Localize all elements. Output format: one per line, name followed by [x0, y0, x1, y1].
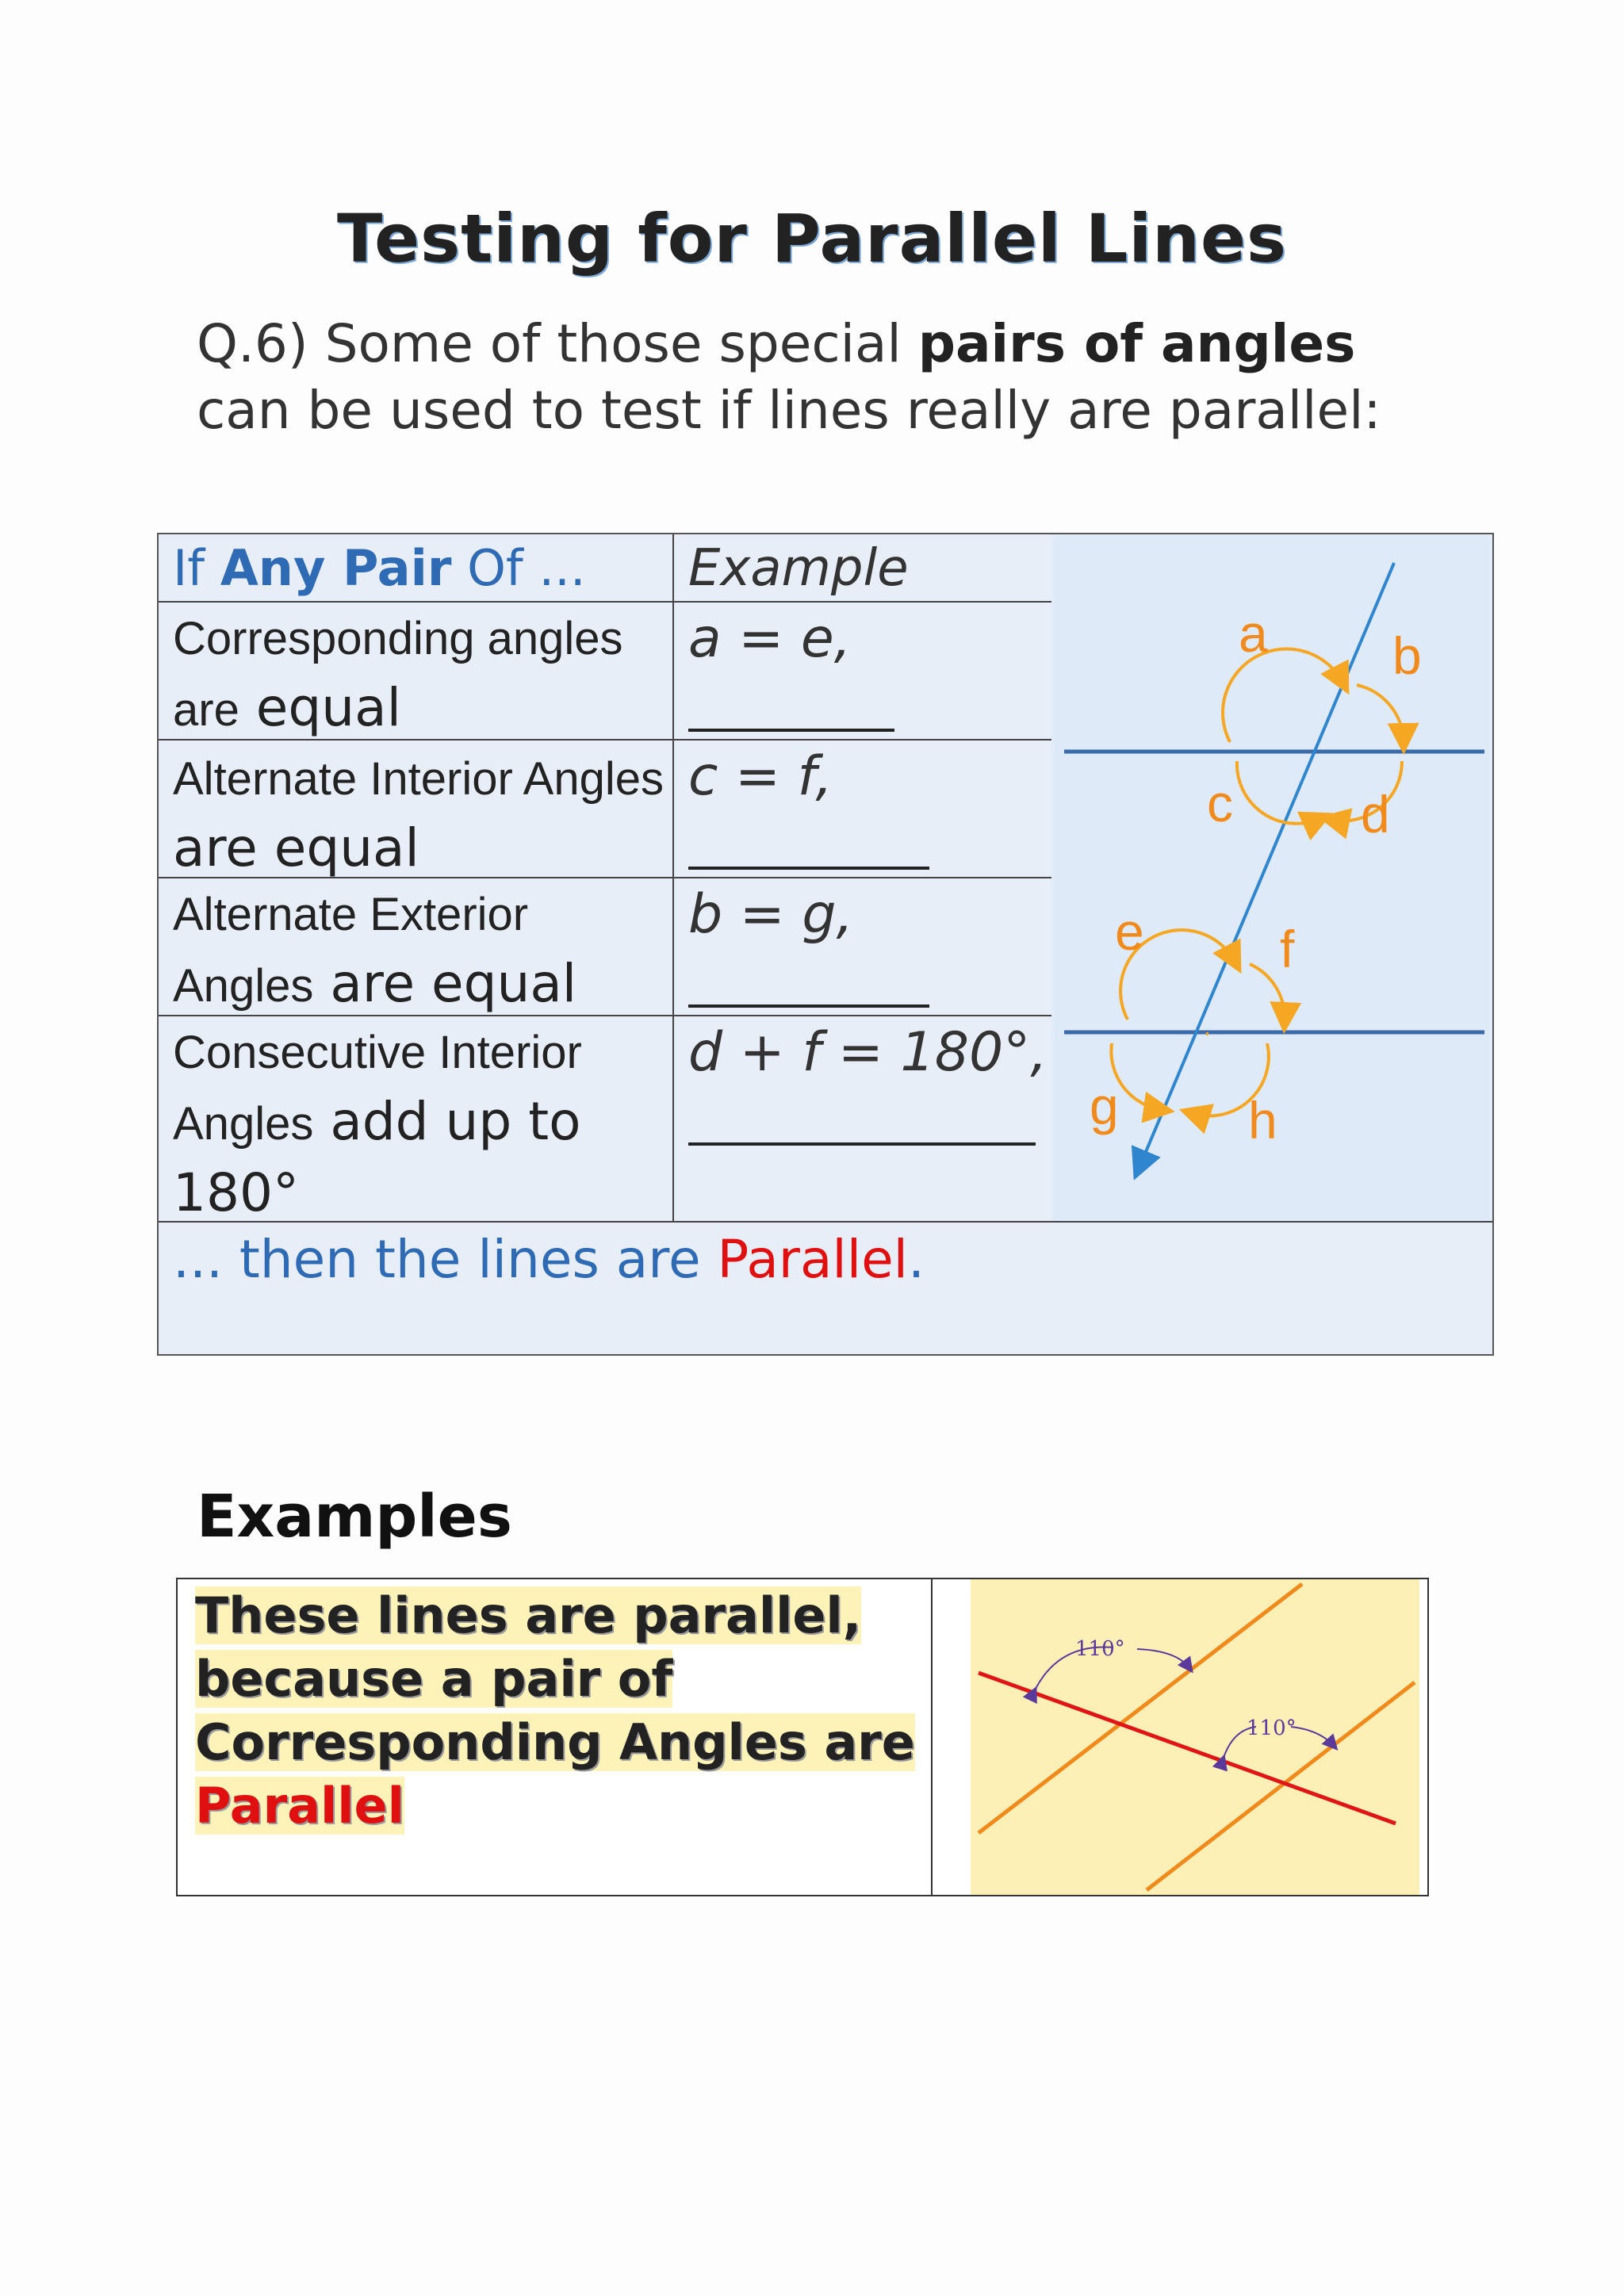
- parallel-line-1: [979, 1584, 1302, 1833]
- corresponding-angles-figure: [971, 1579, 1419, 1895]
- conclusion-row: ... then the lines are Parallel.: [159, 1221, 1492, 1356]
- rules-table: [157, 533, 1494, 1356]
- example-corresponding: a = e,: [674, 603, 1051, 740]
- header-if-any-pair: If Any Pair Of ...: [159, 534, 674, 603]
- example-explanation: [178, 1579, 933, 1895]
- label-g: g: [1090, 1077, 1119, 1135]
- red-transversal: [979, 1673, 1396, 1823]
- label-b: b: [1392, 626, 1422, 685]
- example-line-1: These lines are parallel,: [195, 1586, 862, 1644]
- label-e: e: [1115, 902, 1144, 961]
- example-alt-interior: c = f,: [674, 740, 1051, 878]
- answer-blank[interactable]: [688, 673, 894, 732]
- label-d: d: [1361, 785, 1390, 844]
- label-c: c: [1207, 774, 1233, 832]
- question-text: [197, 311, 1434, 444]
- header-example: Example: [674, 534, 1051, 603]
- example-line-2: because a pair of: [195, 1650, 673, 1708]
- example-figure: [971, 1579, 1419, 1895]
- example-table: [176, 1578, 1429, 1896]
- angle-label-1: 110°: [1075, 1637, 1125, 1661]
- question-suffix: can be used to test if lines really are parallel:: [197, 380, 1381, 441]
- angle-diagram: [1051, 534, 1492, 1221]
- condition-alt-interior: Alternate Interior Angles are equal: [159, 740, 674, 878]
- parallel-lines-diagram: [1051, 534, 1492, 1221]
- answer-blank[interactable]: [688, 811, 929, 870]
- answer-blank[interactable]: [688, 949, 929, 1008]
- page-title: Testing for Parallel Lines: [337, 200, 1287, 277]
- condition-consecutive: Consecutive Interior Angles add up to 180°: [159, 1016, 674, 1221]
- example-line-3: Corresponding Angles are: [195, 1713, 915, 1771]
- example-line-4: Parallel: [195, 1777, 404, 1835]
- answer-blank[interactable]: [688, 1087, 1036, 1146]
- question-bold: pairs of angles: [917, 313, 1356, 374]
- example-alt-exterior: b = g,: [674, 878, 1051, 1016]
- label-a: a: [1239, 604, 1268, 663]
- angle-label-2: 110°: [1247, 1716, 1297, 1740]
- question-prefix: Q.6) Some of those special: [197, 313, 918, 374]
- label-h: h: [1248, 1091, 1277, 1150]
- parallel-word: Parallel: [717, 1229, 909, 1290]
- examples-heading: Examples: [197, 1483, 512, 1551]
- parallel-line-2: [1147, 1682, 1415, 1890]
- label-f: f: [1280, 920, 1295, 978]
- condition-corresponding: Corresponding angles are equal: [159, 603, 674, 740]
- example-consecutive: d + f = 180°,: [674, 1016, 1051, 1221]
- header-any-pair-bold: Any Pair: [220, 539, 452, 597]
- condition-alt-exterior: Alternate Exterior Angles are equal: [159, 878, 674, 1016]
